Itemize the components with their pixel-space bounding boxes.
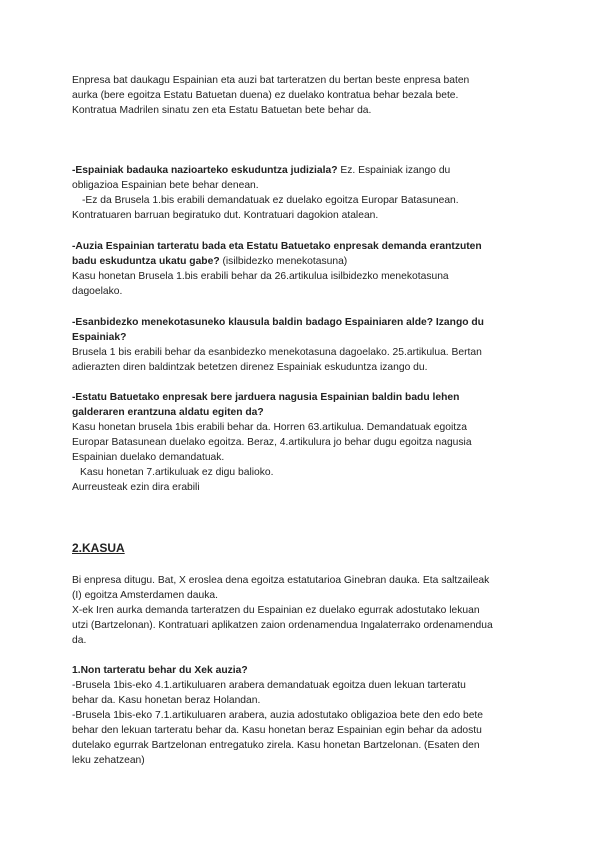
text-line: Kontratua Madrilen sinatu zen eta Estatu Batuetan bete behar da.	[72, 105, 372, 116]
question-2-block	[72, 239, 532, 299]
text-line: (I) egoitza Amsterdamen dauka.	[72, 590, 218, 601]
text-line: Brusela 1 bis erabili behar da esanbidezko menekotasuna dagoelako. 25.artikulua. Bertan	[72, 347, 482, 358]
text-line: Aurreusteak ezin dira erabili	[72, 482, 200, 493]
case2-paragraph-1	[72, 573, 532, 603]
answer-inline: Ez. Espainiak izango du	[337, 165, 451, 176]
text-line: leku zehatzean)	[72, 755, 145, 766]
text-line: -Brusela 1bis-eko 4.1.artikuluaren arabera demandatuak egoitza duen lekuan tarteratu	[72, 680, 466, 691]
text-line: Kasu honetan Brusela 1.bis erabili behar da 26.artikulua isilbidezko menekotasuna	[72, 271, 449, 282]
text-line: aurka (bere egoitza Estatu Batuetan duena) ez duelako kontratua behar bezala bete.	[72, 90, 459, 101]
text-line: -Brusela 1bis-eko 7.1.artikuluaren arabera, auzia adostutako obligazioa bete den edo bete	[72, 710, 484, 721]
text-line: dutelako egurrak Bartzelonan entregatuko zirela. Kasu honetan Bartzelonan. (Esaten den	[72, 740, 480, 751]
question-line	[72, 163, 532, 178]
question-3-block	[72, 315, 532, 375]
text-line: adierazten diren baldintzak betetzen direnez Espainiak eskuduntza izango du.	[72, 362, 428, 373]
question-line	[72, 254, 532, 269]
intro-paragraph	[72, 73, 532, 118]
text-line: X-ek Iren aurka demanda tarteratzen du Espainian ez duelako egurrak adostutako lekuan	[72, 605, 480, 616]
question-line: -Auzia Espainian tarteratu bada eta Estatu Batuetako enpresak demanda erantzuten	[72, 241, 482, 252]
text-line: -Ez da Brusela 1.bis erabili demandatuak ez duelako egoitza Europar Batasunean.	[82, 195, 459, 206]
text-line: Enpresa bat daukagu Espainian eta auzi bat tarteratzen du bertan beste enpresa baten	[72, 75, 470, 86]
case2-question-1-block	[72, 663, 532, 768]
text-line: Kasu honetan brusela 1bis erabili behar da. Horren 63.artikulua. Demandatuak egoitza	[72, 422, 467, 433]
question-4-block	[72, 390, 532, 495]
section-title: 2.KASUA	[72, 541, 125, 555]
case2-paragraph-2	[72, 603, 532, 648]
text-line: dagoelako.	[72, 286, 123, 297]
text-line: Europar Batasunean duelako egoitza. Beraz, 4.artikulura jo behar dugu egoitza nagusia	[72, 437, 472, 448]
text-line: behar den lekuan tarteratu behar da. Kasu honetan beraz Espainian egin behar da adostu	[72, 725, 482, 736]
text-line: Kasu honetan 7.artikuluak ez digu balioko.	[80, 467, 274, 478]
text-line: Bi enpresa ditugu. Bat, X eroslea dena egoitza estatutarioa Ginebran dauka. Eta saltzaileak	[72, 575, 490, 586]
text-line: Kontratuaren barruan begiratuko dut. Kontratuari dagokion atalean.	[72, 210, 379, 221]
text-line: da.	[72, 635, 87, 646]
question-line: 1.Non tarteratu behar du Xek auzia?	[72, 665, 248, 676]
question-1-block	[72, 163, 532, 223]
question-line: -Estatu Batuetako enpresak bere jarduera nagusia Espainian baldin badu lehen	[72, 392, 460, 403]
question-text: -Espainiak badauka nazioarteko eskuduntza judiziala?	[72, 165, 338, 176]
text-line: behar da. Kasu honetan beraz Holandan.	[72, 695, 261, 706]
question-text: badu eskuduntza ukatu gabe?	[72, 256, 220, 267]
question-note: (isilbidezko menekotasuna)	[219, 256, 348, 267]
question-line: galderaren erantzuna aldatu egiten da?	[72, 407, 264, 418]
question-line: -Esanbidezko menekotasuneko klausula baldin badago Espainiaren alde? Izango du	[72, 317, 484, 328]
text-line: utzi (Bartzelonan). Kontratuari aplikatzen zaion ordenamendua Ingalaterrako ordenamendua	[72, 620, 493, 631]
text-line: Espainian duelako demandatuak.	[72, 452, 225, 463]
question-line: Espainiak?	[72, 332, 127, 343]
text-line: obligazioa Espainian bete behar denean.	[72, 180, 259, 191]
